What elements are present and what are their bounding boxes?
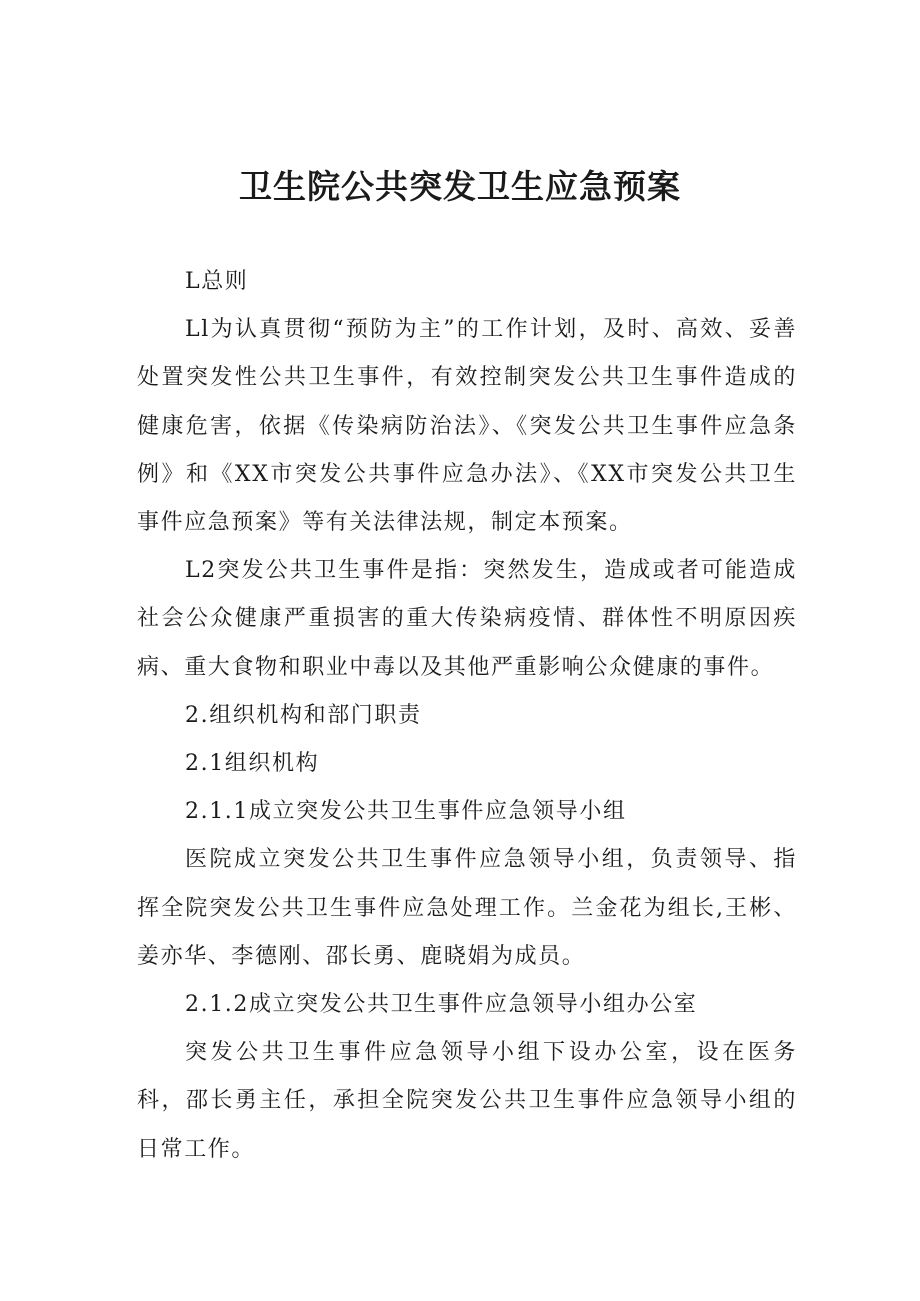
- document-body: [137, 258, 797, 1174]
- heading-organization-structure: 2.1组织机构: [185, 751, 320, 777]
- paragraph-definition: L2突发公共卫生事件是指：突然发生，造成或者可能造成社会公众健康严重损害的重大传染病疫情、群体性不明原因疾病、重大食物和职业中毒以及其他严重影响公众健康的事件。: [137, 558, 797, 680]
- heading-organization: 2.组织机构和部门职责: [185, 702, 422, 728]
- paragraph-purpose: Ll为认真贯彻“预防为主”的工作计划，及时、高效、妥善处置突发性公共卫生事件，有效控制突发公共卫生事件造成的健康危害，依据《传染病防治法》、《突发公共卫生事件应急条例》和《XX市突发公共事件应急办法》、《XX市突发公共卫生事件应急预案》等有关法律法规，制定本预案。: [137, 317, 797, 536]
- heading-group-office: 2.1.2成立突发公共卫生事件应急领导小组办公室: [185, 992, 698, 1018]
- document-title: 卫生院公共突发卫生应急预案: [239, 167, 681, 206]
- heading-general-provisions: L总则: [185, 269, 249, 294]
- heading-leading-group: 2.1.1成立突发公共卫生事件应急领导小组: [185, 799, 627, 825]
- paragraph-group-office: 突发公共卫生事件应急领导小组下设办公室，设在医务科，邵长勇主任，承担全院突发公共卫生事件应急领导小组的日常工作。: [137, 1040, 797, 1162]
- paragraph-leading-group: 医院成立突发公共卫生事件应急领导小组，负责领导、指挥全院突发公共卫生事件应急处理工作。兰金花为组长,王彬、姜亦华、李德刚、邵长勇、鹿晓娟为成员。: [137, 847, 797, 969]
